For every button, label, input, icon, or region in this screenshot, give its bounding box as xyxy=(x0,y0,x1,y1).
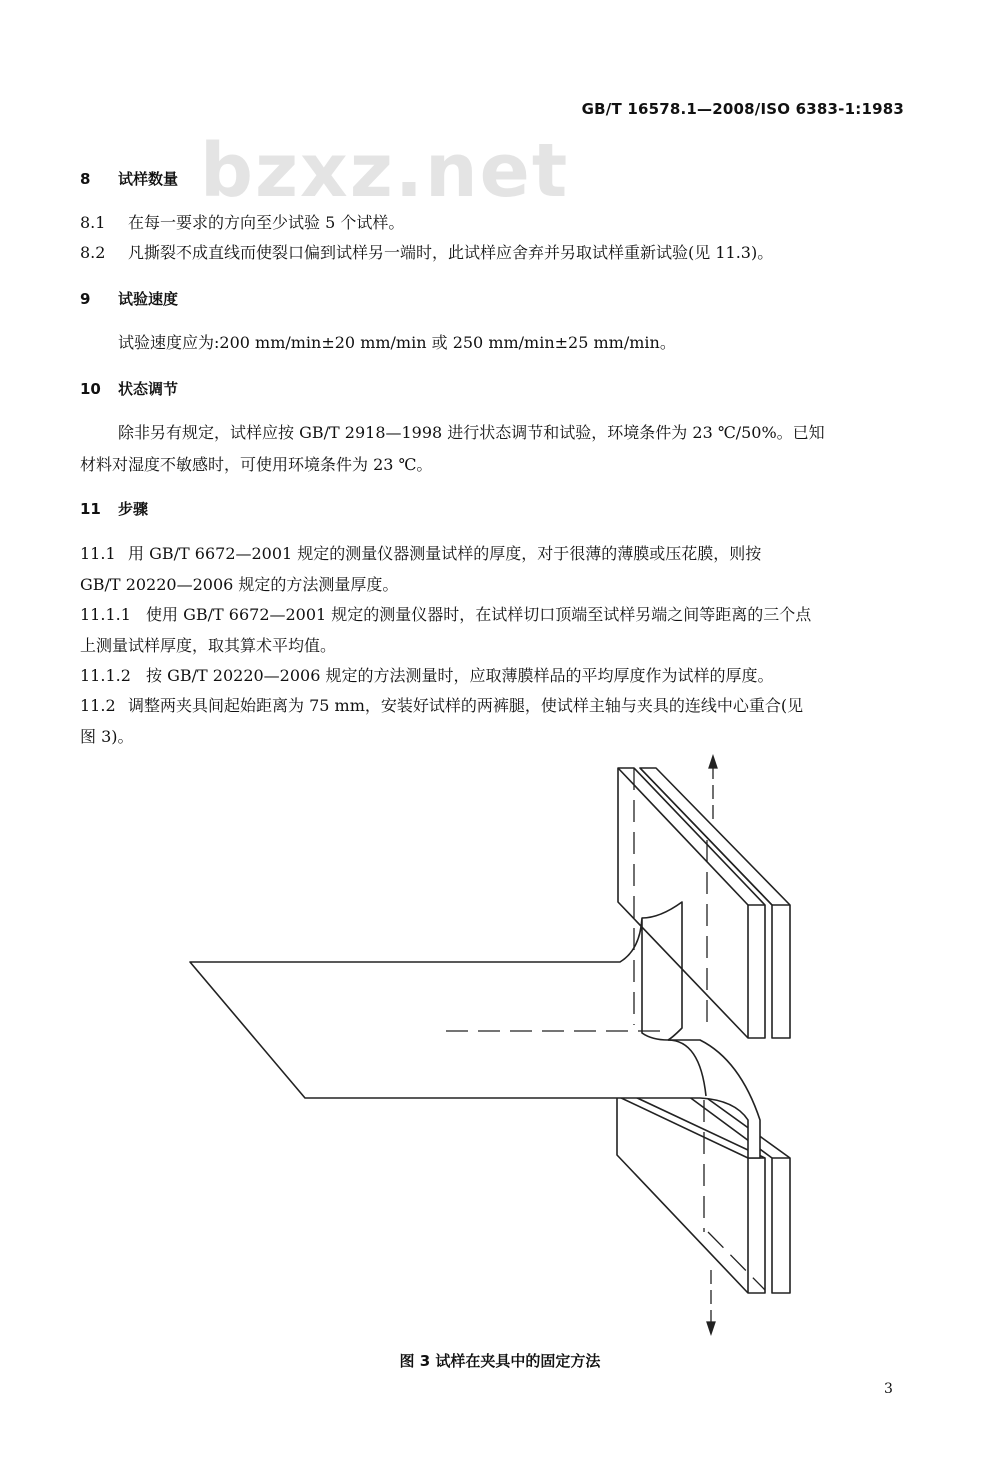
clause-number: 11.1.1 xyxy=(80,605,131,624)
clause-11-1-line-2: GB/T 20220—2006 规定的方法测量厚度。 xyxy=(80,575,399,594)
pull-arrow-down-icon xyxy=(707,1322,715,1334)
clause-11-2-line-2: 图 3)。 xyxy=(80,727,134,746)
clause-number: 11.2 xyxy=(80,696,116,715)
clause-text: 使用 GB/T 6672—2001 规定的测量仪器时，在试样切口顶端至试样另端之间等距离的三个点 xyxy=(146,605,812,624)
section-number: 11 xyxy=(80,500,101,518)
section-number: 10 xyxy=(80,380,101,398)
clause-number: 11.1.2 xyxy=(80,666,131,685)
section-10-body-line-2: 材料对湿度不敏感时，可使用环境条件为 23 ℃。 xyxy=(80,455,433,474)
lower-clamp xyxy=(617,1096,790,1293)
clause-text: 凡撕裂不成直线而使裂口偏到试样另一端时，此试样应舍弃并另取试样重新试验(见 11.3)。 xyxy=(128,243,774,262)
pull-arrow-up-icon xyxy=(709,756,717,768)
clause-11-1-1-line-2: 上测量试样厚度，取其算术平均值。 xyxy=(80,636,337,655)
section-title: 试样数量 xyxy=(118,170,179,188)
section-title: 状态调节 xyxy=(118,380,179,398)
clause-number: 8.1 xyxy=(80,213,106,232)
clause-text: 用 GB/T 6672—2001 规定的测量仪器测量试样的厚度，对于很薄的薄膜或压花膜，则按 xyxy=(128,544,762,563)
page-number: 3 xyxy=(884,1381,893,1397)
clause-text: 按 GB/T 20220—2006 规定的方法测量时，应取薄膜样品的平均厚度作为试样的厚度。 xyxy=(146,666,774,685)
upper-clamp xyxy=(618,768,790,1038)
clause-number: 8.2 xyxy=(80,243,106,262)
clause-text: 在每一要求的方向至少试验 5 个试样。 xyxy=(128,213,405,232)
clause-text: 调整两夹具间起始距离为 75 mm，安装好试样的两裤腿，使试样主轴与夹具的连线中心重合(见 xyxy=(128,696,804,715)
section-number: 8 xyxy=(80,170,91,188)
figure-caption: 图 3 试样在夹具中的固定方法 xyxy=(399,1352,601,1370)
watermark: bzxz.net xyxy=(200,128,570,214)
section-9-body: 试验速度应为:200 mm/min±20 mm/min 或 250 mm/min±25 mm/min。 xyxy=(118,333,676,352)
section-title: 试验速度 xyxy=(118,290,179,308)
section-title: 步骤 xyxy=(118,500,149,518)
standard-header: GB/T 16578.1—2008/ISO 6383-1:1983 xyxy=(581,100,904,118)
section-10-body-line-1: 除非另有规定，试样应按 GB/T 2918—1998 进行状态调节和试验，环境条件为 23 ℃/50%。已知 xyxy=(118,423,825,442)
clause-number: 11.1 xyxy=(80,544,116,563)
section-number: 9 xyxy=(80,290,91,308)
